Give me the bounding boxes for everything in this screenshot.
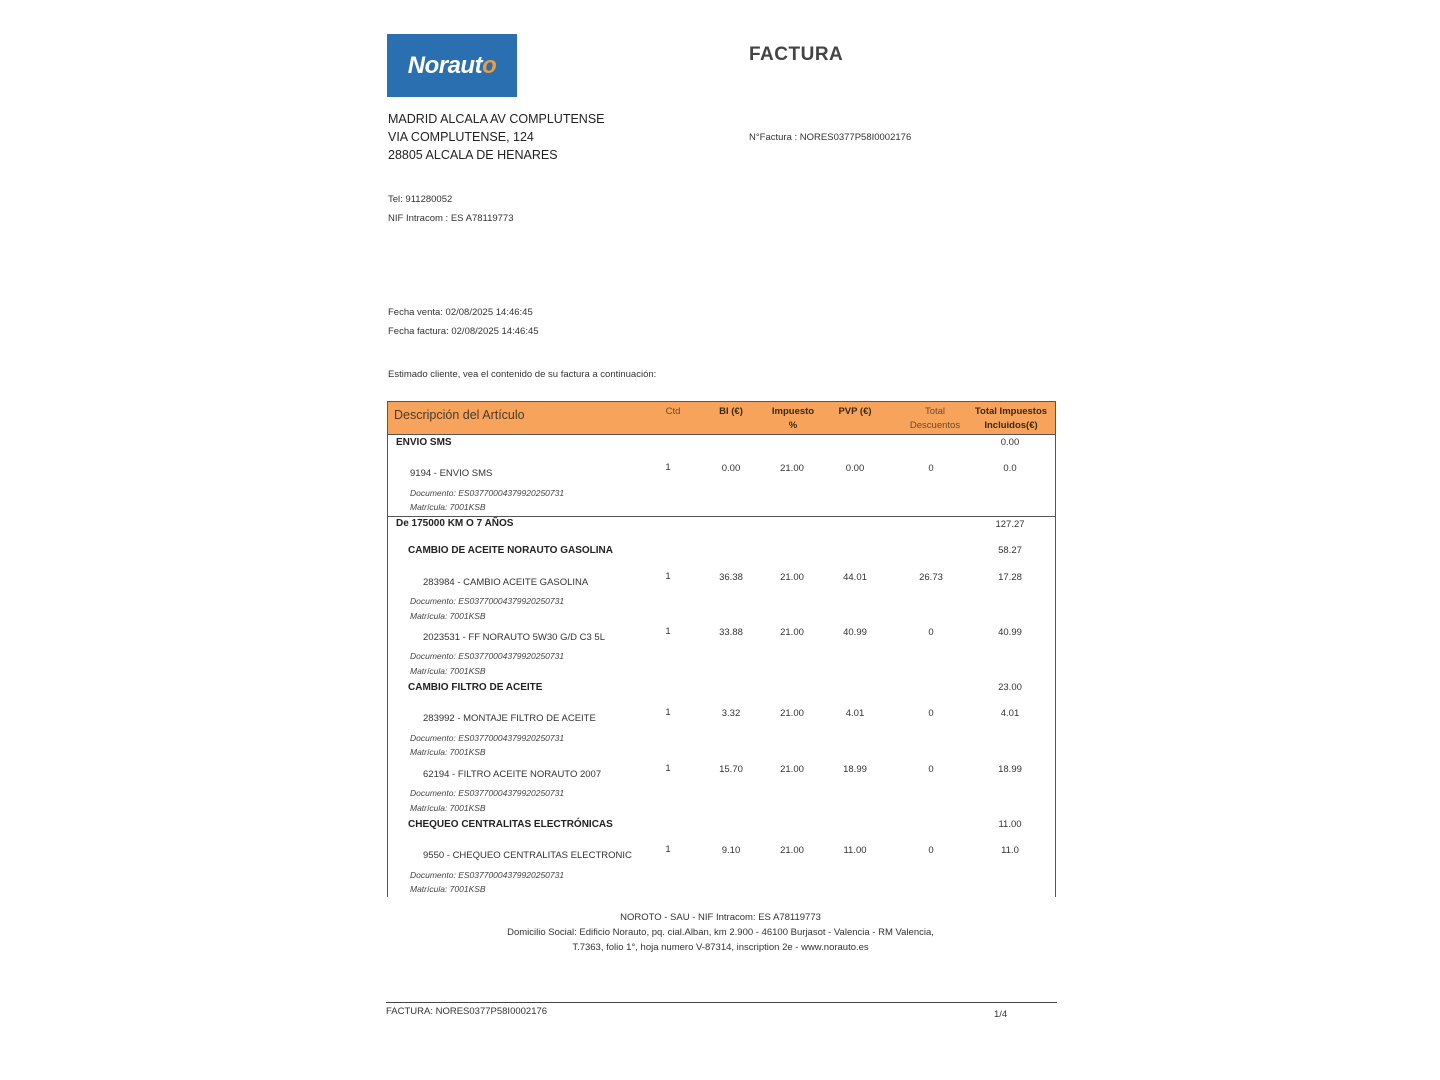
item-pvp: 0.00 [845,463,865,474]
invoice-date: Fecha factura: 02/08/2025 14:46:45 [388,325,539,337]
page-number: 1/4 [994,1009,1008,1020]
item-tax: 21.00 [780,708,804,719]
col-total [970,405,1052,433]
item-bi: 3.32 [721,708,741,719]
logo-text: Norauto [407,51,497,79]
item-description: 283984 - CAMBIO ACEITE GASOLINA [423,577,589,588]
item-bi: 15.70 [719,764,743,775]
item-document: Documento: ES03770004379920250731 [410,651,565,661]
group-label: De 175000 KM O 7 AÑOS [396,518,514,529]
col-tax-line2: % [788,420,798,431]
item-tax: 21.00 [780,572,804,583]
item-total: 11.0 [1001,845,1019,856]
dates [388,304,539,341]
group-total: 0.00 [1000,437,1020,448]
item-description: 9194 - ENVIO SMS [410,468,493,479]
subgroup-total: 11.00 [998,819,1022,830]
item-tax: 21.00 [780,627,804,638]
item-description: 2023531 - FF NORAUTO 5W30 G/D C3 5L [423,632,605,643]
item-qty: 1 [665,462,671,473]
item-qty: 1 [665,571,671,582]
item-total: 4.01 [1000,708,1020,719]
address-line-1: MADRID ALCALA AV COMPLUTENSE [388,112,605,126]
subgroup-total: 58.27 [998,545,1022,556]
item-qty: 1 [665,626,671,637]
item-document: Documento: ES03770004379920250731 [410,870,565,880]
item-plate: Matrícula: 7001KSB [410,611,486,621]
item-tax: 21.00 [780,845,804,856]
invoice-number: N°Factura : NORES0377P58I0002176 [749,132,912,143]
item-bi: 9.10 [721,845,741,856]
bottom-invoice-ref: FACTURA: NORES0377P58I0002176 [386,1006,548,1017]
item-pvp: 18.99 [843,764,867,775]
company-footer [387,910,1054,955]
invoice-table [387,401,1056,897]
item-description: 283992 - MONTAJE FILTRO DE ACEITE [423,713,596,724]
item-qty: 1 [665,707,671,718]
phone: Tel: 911280052 [388,194,453,205]
item-pvp: 40.99 [843,627,867,638]
footer-line-1: NOROTO - SAU - NIF Intracom: ES A78119773 [620,912,821,923]
item-plate: Matrícula: 7001KSB [410,747,486,757]
item-document: Documento: ES03770004379920250731 [410,488,565,498]
subgroup-label: CAMBIO FILTRO DE ACEITE [408,682,543,693]
item-description: 9550 - CHEQUEO CENTRALITAS ELECTRONIC [423,850,632,861]
group-label: ENVIO SMS [396,437,452,448]
item-pvp: 44.01 [843,572,867,583]
item-plate: Matrícula: 7001KSB [410,502,486,512]
col-tax-line1: Impuesto [771,406,815,417]
col-discounts [900,405,970,433]
item-discount: 0 [928,708,934,719]
col-disc-line2: Descuentos [909,420,961,431]
item-plate: Matrícula: 7001KSB [410,884,486,894]
item-bi: 33.88 [719,627,743,638]
item-discount: 26.73 [919,572,943,583]
col-pvp: PVP (€) [838,406,872,417]
item-qty: 1 [665,844,671,855]
intro-text: Estimado cliente, vea el contenido de su factura a continuación: [388,369,657,380]
item-total: 0.0 [1003,463,1017,474]
col-total-line1: Total Impuestos [974,406,1048,417]
item-discount: 0 [928,764,934,775]
item-plate: Matrícula: 7001KSB [410,666,486,676]
footer-line-2: Domicilio Social: Edificio Norauto, pq. cial.Alban, km 2.900 - 46100 Burjasot - Valencia - RM Valencia, [507,927,934,938]
item-bi: 36.38 [719,572,743,583]
item-discount: 0 [928,627,934,638]
item-discount: 0 [928,845,934,856]
subgroup-label: CAMBIO DE ACEITE NORAUTO GASOLINA [408,545,614,556]
table-header [388,401,1055,435]
nif: NIF Intracom : ES A78119773 [388,212,514,224]
item-discount: 0 [928,463,934,474]
item-total: 17.28 [998,572,1022,583]
address-line-3: 28805 ALCALA DE HENARES [388,148,558,162]
col-qty: Ctd [665,406,681,417]
item-document: Documento: ES03770004379920250731 [410,733,565,743]
group-total: 127.27 [995,519,1025,530]
footer-line-3: T.7363, folio 1°, hoja numero V-87314, inscription 2e - www.norauto.es [572,942,869,953]
subgroup-total: 23.00 [998,682,1022,693]
item-document: Documento: ES03770004379920250731 [410,596,565,606]
page-title: FACTURA [749,44,844,65]
item-tax: 21.00 [780,463,804,474]
sale-date: Fecha venta: 02/08/2025 14:46:45 [388,307,533,318]
item-tax: 21.00 [780,764,804,775]
subgroup-label: CHEQUEO CENTRALITAS ELECTRÓNICAS [408,819,613,830]
item-bi: 0.00 [721,463,741,474]
col-disc-line1: Total [924,406,946,417]
item-document: Documento: ES03770004379920250731 [410,788,565,798]
item-qty: 1 [665,763,671,774]
group-separator [388,516,1055,517]
col-total-line2: Incluidos(€) [984,420,1038,431]
store-address [388,110,605,164]
item-total: 40.99 [998,627,1022,638]
col-tax [763,405,823,433]
item-description: 62194 - FILTRO ACEITE NORAUTO 2007 [423,769,602,780]
col-bi: BI (€) [719,406,743,417]
norauto-logo [387,34,517,97]
item-pvp: 4.01 [845,708,865,719]
contact-info [388,191,514,228]
item-plate: Matrícula: 7001KSB [410,803,486,813]
item-total: 18.99 [998,764,1022,775]
col-description: Descripción del Artículo [394,408,525,422]
address-line-2: VIA COMPLUTENSE, 124 [388,130,534,144]
item-pvp: 11.00 [843,845,867,856]
bottom-divider [386,1002,1057,1003]
